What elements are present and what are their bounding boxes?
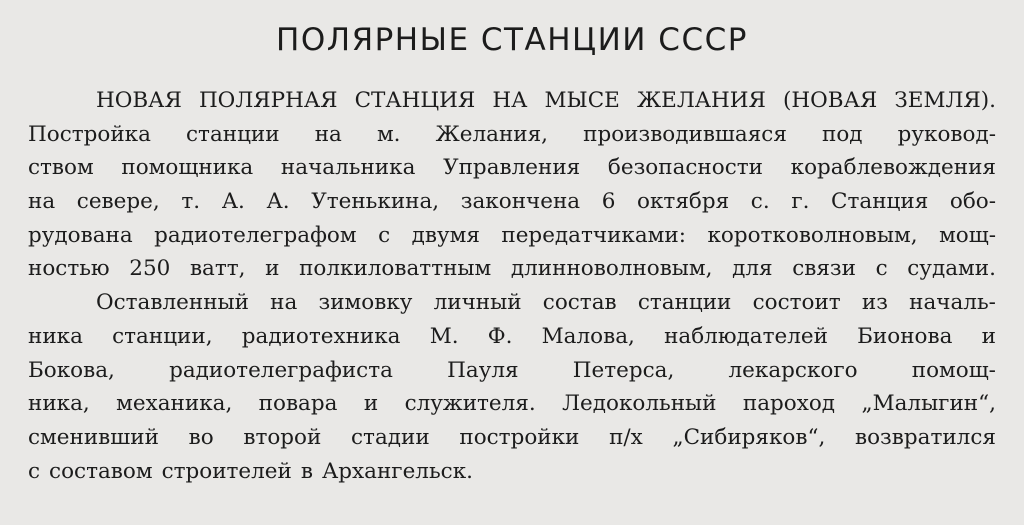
text-line: ством помощника начальника Управления безопасности кораблевождения <box>28 155 996 181</box>
text-line: рудована радиотелеграфом с двумя передатчиками: коротковолновым, мощ- <box>28 222 996 248</box>
text-line: ника, механика, повара и служителя. Ледокольный пароход „Малыгин“, <box>28 391 996 417</box>
text-line: на севере, т. А. А. Утенькина, закончена 6 октября с. г. Станция обо- <box>28 189 996 215</box>
text-line: с составом строителей в Архангельск. <box>28 458 473 484</box>
text-line: сменивший во второй стадии постройки п/х „Сибиряков“, возвратился <box>28 424 996 450</box>
text-line: НОВАЯ ПОЛЯРНАЯ СТАНЦИЯ НА МЫСЕ ЖЕЛАНИЯ (НОВАЯ ЗЕМЛЯ). <box>96 88 996 113</box>
text-line: Бокова, радиотелеграфиста Пауля Петерса, лекарского помощ- <box>28 357 996 383</box>
text-line: Постройка станции на м. Желания, производившаяся под руковод- <box>28 121 996 147</box>
paragraph-new-station <box>28 84 996 286</box>
paragraph-staff <box>28 286 996 488</box>
page-title: ПОЛЯРНЫЕ СТАНЦИИ СССР <box>276 22 748 58</box>
text-line: Оставленный на зимовку личный состав станции состоит из началь- <box>96 290 996 316</box>
text-line: ностью 250 ватт, и полкиловаттным длинноволновым, для связи с судами. <box>28 256 996 282</box>
text-line: ника станции, радиотехника М. Ф. Малова, наблюдателей Бионова и <box>28 323 996 349</box>
